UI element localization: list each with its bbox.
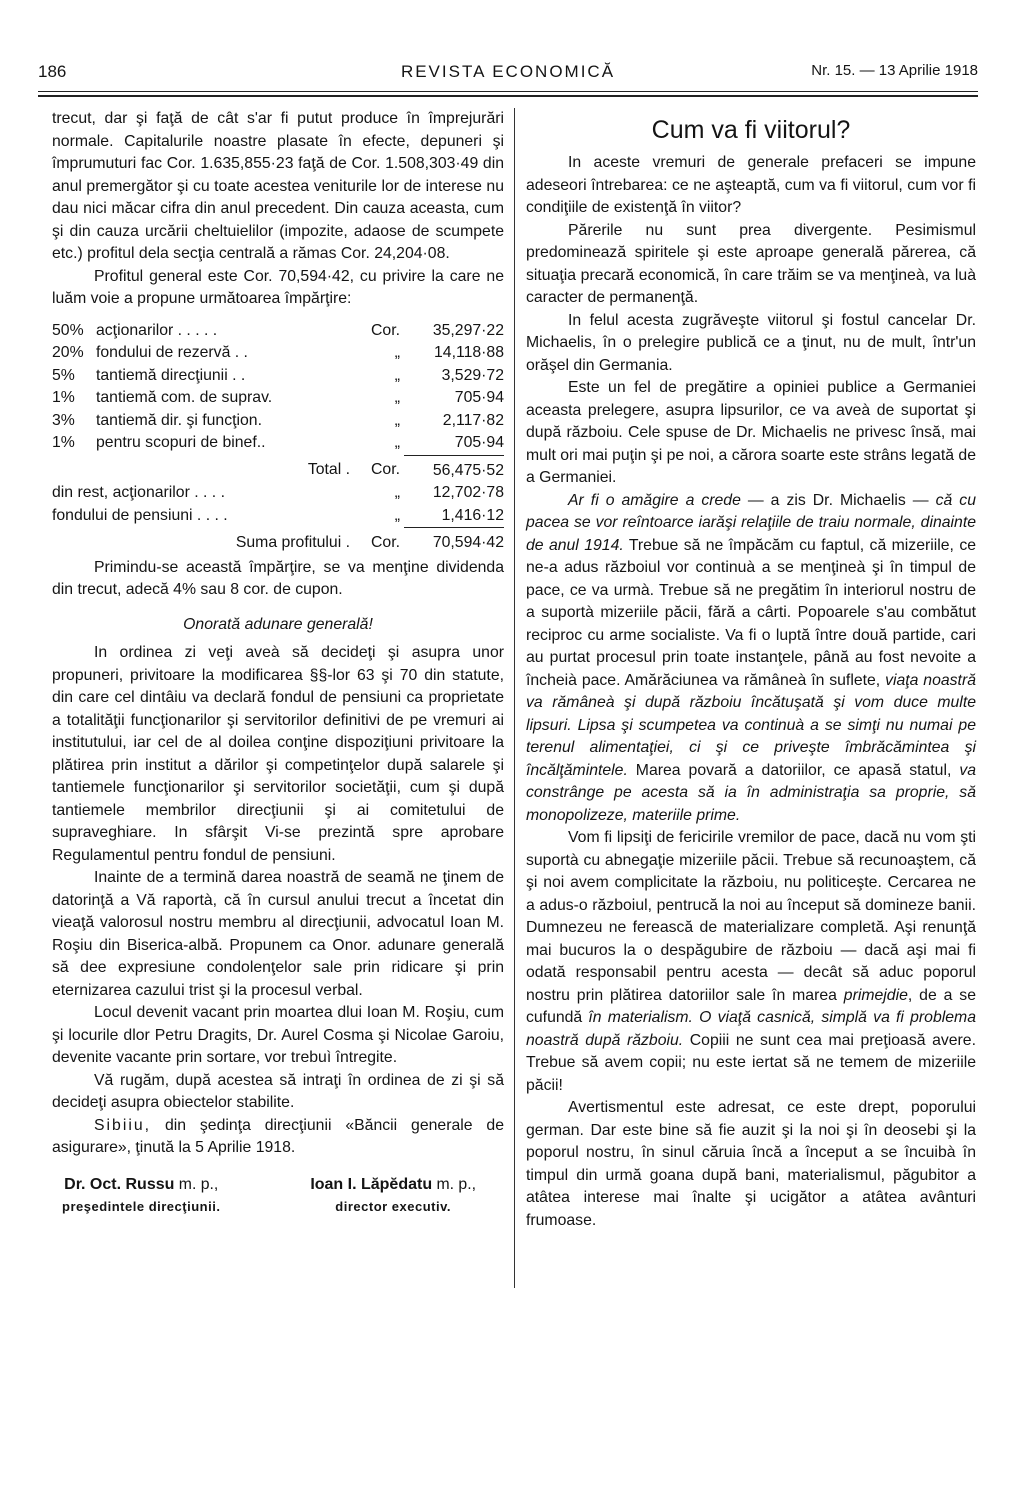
distribution-percent: 50%	[52, 321, 84, 339]
paragraph: In ordinea zi veţi aveà să decideţi şi asupra unor propuneri, privitoare la modificarea §§-lor 63 şi 70 din statute, din care cel dintâiu va declară fondul de pensiuni ca proprietate a totalităţii funcţionarilor şi servitorilor definitivi de pe vremuri ai institutului, iar cel de al doilea conţine dispoziţiuni privitoare la plătirea prin institut a dărilor şi competinţelor după salarele şi tantiemele funcţionarilor şi servitorilor societăţii, cum şi după tantiemele membrilor direcţiunii şi ai comitetului de supraveghiare. In sfârşit Vi-se prezintă spre aprobare Regulamentul pentru fondul de pensiuni.	[52, 644, 504, 864]
distribution-amount: 14,118·88	[434, 344, 504, 361]
place-name: Sibiiu,	[94, 1116, 152, 1134]
signatory-mp: m. p.,	[436, 1175, 476, 1193]
paragraph: Profitul general este Cor. 70,594·42, cu privire la care ne luăm voie a propune următoarea împărţire:	[52, 267, 504, 307]
distribution-row	[52, 432, 504, 455]
paragraph: Inainte de a termină darea noastră de seamă ne ţinem de datorinţă a Vă raportà, că în cursul anului trecut a încetat din vieaţă valorosul nostru membru al direcţiunii, advocatul Ioan M. Roşiu din Biserica-albă. Propunem ca Onor. adunare generală să dee expresiune condolenţelor sale prin ridicare şi prin eternizarea cazului trist şi la procesul verbal.	[52, 869, 504, 999]
paragraph: Vă rugăm, după acestea să intraţi în ordinea de zi şi să decideţi asupra obiectelor stabilite.	[52, 1071, 504, 1111]
distribution-label: acţionarilor . . . . .	[96, 321, 218, 339]
distribution-currency: Cor.	[371, 321, 400, 339]
plain-text: Vom fi lipsiţi de fericirile vremilor de pace, dacă nu vom şti suportà cu abnegaţie mizeriile păcii. Trebue să recunoaştem, că şi noi avem complicitate la războiu, nu politiceşte. Cercarea ne a adus-o războiul, pentrucă la noi au început să domineze banii. Dumnezeu ne ferească de materializare completă. Aşi renunţă mai bucuros la o despăgubire de războiu — dacă aşi mai fi odată responsabil pentru acesta — decât să aduc poporul nostru prin plătirea datoriilor sale în marea	[526, 829, 976, 1004]
signatory-role: director executiv.	[335, 1199, 451, 1214]
distribution-label: tantiemă com. de suprav.	[96, 389, 273, 406]
italic-text: că cu pacea se vor reîntoarce iarăşi relaţiile de traiu normale, dinainte de anul 1914.	[526, 491, 976, 554]
signature-director	[310, 1174, 476, 1219]
closing-text: din şedinţa direcţiunii «Băncii generale de asigurare», ţinută la 5 Aprilie 1918.	[52, 1116, 505, 1156]
distribution-amount: 705·94	[454, 389, 504, 406]
signatory-mp: m. p.,	[178, 1175, 219, 1193]
distribution-label: tantiemă dir. şi funcţion.	[96, 411, 262, 429]
distribution-row	[52, 342, 504, 365]
paragraph: Avertismentul este adresat, ce este drept, poporului german. Dar este bine să fie auzit şi la noi şi în deosebi şi la poporul nostru, în sinul căruia încă a început a se încuibà în timpul din urmă goana după bani, materialismul, păgubitor a atâtea interese mai înalte şi ucigător a atâtea avânturi frumoase.	[526, 1099, 976, 1229]
paragraph: Părerile nu sunt prea divergente. Pesimismul predominează spiritele şi este aproape generală părerea, că situaţia precară economică, în care trăim se va menţineà, va luà caracter de permanenţă.	[526, 221, 976, 306]
total-currency: Cor.	[371, 461, 400, 479]
plain-text: Trebue să ne împăcăm cu faptul, că mizeriile, ce ne-a adus războiul vor continuà a se menţineà şi în timpul de pace, ce va urmà. Trebue să ne pregătim în interiorul nostru de a suportà mizeriile păcii, fără a cârti. Popoarele s'au combătut reciproc cu arme socialiste. Va fi o luptă între două partide, cari au purtat procesul prin toate instanţele, până au fost nevoite a încheià pace. Amărăciunea va rămâneà în suflete,	[526, 536, 977, 689]
distribution-currency: „	[394, 411, 400, 429]
sum-row	[52, 528, 504, 555]
distribution-percent: 1%	[52, 434, 75, 452]
rest-currency: „	[394, 506, 400, 524]
plain-text: Marea povară a datoriilor, ce apasă statul,	[627, 761, 960, 779]
issue-info: Nr. 15. — 13 Aprilie 1918	[811, 62, 978, 79]
sum-currency: Cor.	[371, 533, 400, 551]
signatory-name: Ioan I. Lăpĕdatu	[310, 1175, 433, 1193]
italic-text: Ar fi o amăgire a crede	[568, 491, 741, 509]
rest-row	[52, 482, 504, 505]
left-column	[52, 108, 504, 1219]
italic-text: în materialism. O viaţă casnică, simplă va fi problema noastră după războiu.	[526, 1009, 976, 1049]
header-rule	[38, 91, 978, 92]
distribution-label: fondului de rezervă . .	[96, 344, 248, 361]
quote-paragraph	[526, 490, 976, 828]
total-amount: 56,475·52	[404, 455, 504, 482]
right-column	[526, 108, 976, 1232]
distribution-row	[52, 387, 504, 410]
header-rule-thick	[38, 95, 978, 97]
distribution-currency: „	[394, 434, 400, 452]
paragraph: Este un fel de pregătire a opiniei publice a Germaniei aceasta prelegere, asupra lipsurilor, ce va aveà de suportat şi după războiu. Cele spuse de Dr. Michaelis ne privesc însă, mai mult ori mai puţin şi pe noi, a cărora soarte este strâns legată de a Germaniei.	[526, 379, 976, 486]
signatures	[52, 1174, 504, 1219]
distribution-row	[52, 410, 504, 433]
journal-title: REVISTA ECONOMICĂ	[400, 62, 616, 81]
rest-label: din rest, acţionarilor . . . .	[52, 484, 225, 501]
column-divider	[514, 108, 515, 1288]
distribution-percent: 20%	[52, 344, 84, 361]
signatory-role: preşedintele direcţiunii.	[62, 1199, 221, 1214]
plain-text: , de a se cufundă	[526, 986, 976, 1026]
profit-distribution-table	[52, 320, 504, 555]
sum-label: Suma profitului .	[235, 533, 350, 551]
italic-text: viaţa noastră va rămâneà şi după războiu încătuşată şi vom duce multe lipsuri. Lipsa şi scumpetea va continuà a se simţi nu numai pe terenul alimentaţiei, ci şi ce priveşte îmbrăcămintea şi încălţămintele.	[526, 671, 976, 779]
distribution-currency: „	[394, 366, 400, 384]
salutation: Onorată adunare generală!	[183, 615, 373, 633]
quote-paragraph	[526, 827, 976, 1097]
plain-text: — a zis Dr. Michaelis —	[740, 491, 936, 509]
rest-amount: 12,702·78	[432, 484, 504, 501]
distribution-row	[52, 320, 504, 343]
page-header	[38, 62, 978, 88]
sum-amount: 70,594·42	[404, 528, 504, 555]
distribution-percent: 1%	[52, 389, 75, 406]
paragraph: Primindu-se această împărţire, se va menţine dividenda din trecut, adecă 4% sau 8 cor. de cupon.	[52, 558, 504, 598]
distribution-percent: 3%	[52, 411, 75, 429]
signatory-name: Dr. Oct. Russu	[64, 1175, 175, 1193]
plain-text: Copiii ne sunt cea mai preţioasă avere. Trebue să avem copii; nu este iertat să ne temem de mizeriile păcii!	[526, 1031, 976, 1094]
distribution-row	[52, 365, 504, 388]
distribution-label: tantiemă direcţiunii . .	[96, 366, 246, 384]
rest-row	[52, 505, 504, 528]
page-number: 186	[38, 62, 67, 81]
distribution-currency: „	[394, 389, 400, 406]
article-title: Cum va fi viitorul?	[651, 116, 851, 144]
distribution-percent: 5%	[52, 366, 75, 384]
paragraph: trecut, dar şi faţă de cât s'ar fi putut produce în împrejurări normale. Capitalurile noastre plasate în efecte, depuneri şi împrumuturi fac Cor. 1.635,855·23 faţă de Cor. 1.508,303·49 din anul premergător şi cu toate acestea veniturile lor de interese nu dau nici măcar cifra din anul precedent. Din cauza aceasta, cum şi din cauza urcării cheltuielilor (impozite, adaose de scumpete etc.) profitul dela secţia centrală a rămas Cor. 24,204·08.	[52, 110, 504, 262]
distribution-amount: 2,117·82	[442, 411, 504, 429]
signature-president	[62, 1174, 220, 1219]
distribution-amount: 35,297·22	[432, 321, 504, 339]
paragraph: In aceste vremuri de generale prefaceri se impune adeseori întrebarea: ce ne aşteaptă, cum va fi viitorul, cum vor fi condiţiile de existenţă în viitor?	[526, 154, 976, 216]
distribution-amount: 3,529·72	[441, 366, 504, 384]
italic-text: primejdie	[843, 986, 908, 1004]
italic-text: va constrânge pe acesta să ia în administraţia sa proprie, să monopolizeze, materiile prime.	[526, 761, 976, 824]
closing-paragraph	[52, 1115, 504, 1160]
distribution-label: pentru scopuri de binef..	[96, 434, 266, 452]
total-label: Total .	[307, 461, 350, 479]
total-row	[52, 455, 504, 482]
rest-currency: „	[394, 484, 400, 501]
paragraph: In felul acesta zugrăveşte viitorul şi fostul cancelar Dr. Michaelis, în o prelegire publică ce a ţinut, nu de mult, într'un orăşel din Germania.	[526, 311, 976, 374]
rest-amount: 1,416·12	[441, 506, 504, 524]
paragraph: Locul devenit vacant prin moartea dlui Ioan M. Roşiu, cum şi locurile dlor Petru Dragits, Dr. Aurel Cosma şi Nicolae Garoiu, devenite vacante prin sortare, vor trebuì întregite.	[52, 1004, 504, 1066]
distribution-currency: „	[394, 344, 400, 361]
rest-label: fondului de pensiuni . . . .	[52, 506, 228, 524]
distribution-amount: 705·94	[404, 432, 504, 455]
